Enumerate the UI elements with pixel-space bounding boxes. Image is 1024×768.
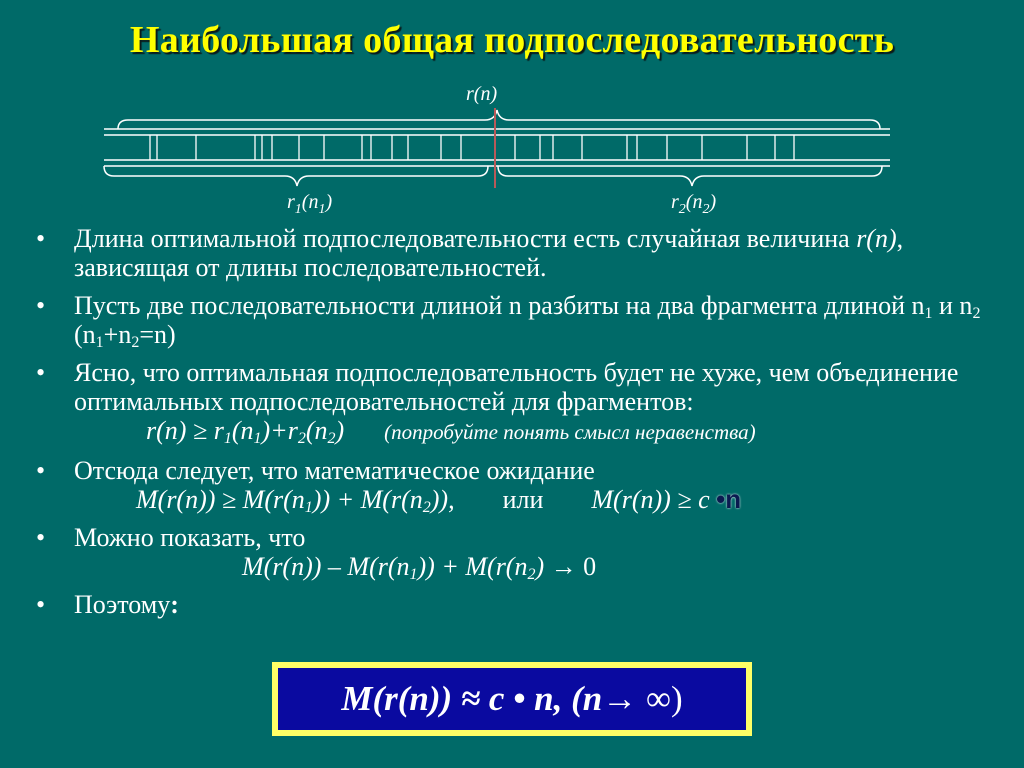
sequence-rails: [104, 129, 890, 166]
bullet-list: [36, 224, 996, 628]
bullet-text: +n: [103, 320, 132, 349]
label-r-n: r(n): [466, 83, 498, 105]
bullet-text: Отсюда следует, что математическое ожидание: [74, 456, 595, 485]
bullet-text: , зависящая от длины последовательностей.: [74, 224, 904, 282]
bullet-text: и n: [932, 291, 973, 320]
label-r1-n1: $r_1(n_1)$: [287, 191, 333, 217]
bullet-item: [36, 291, 996, 349]
formula-note: (попробуйте понять смысл неравенства): [384, 420, 756, 444]
bullet-text: =n): [139, 320, 176, 349]
bullet-dot: •: [36, 523, 46, 552]
bullet-item: [36, 523, 996, 581]
bottom-brace-left: [104, 166, 488, 186]
bullet-item: [36, 358, 996, 447]
bullet-text: Пусть две последовательности длиной n разбиты на два фрагмента длиной n: [74, 291, 925, 320]
subscript: 1: [95, 334, 104, 351]
result-box: [272, 662, 752, 736]
bullet-text: Длина оптимальной подпоследовательности есть случайная величина: [74, 224, 857, 253]
bullet-item: [36, 456, 996, 514]
subscript: 1: [924, 305, 933, 322]
subscript: 2: [131, 334, 140, 351]
bullet-text: (n: [74, 320, 96, 349]
bullet-item: [36, 224, 996, 282]
expectation-formula: $M(r(n)) \ge M(r(n_1)) + M(r(n_2))$, или M(r(n)) ≥ c •n: [136, 484, 742, 516]
bullet-dot: •: [36, 291, 46, 320]
sequence-diagram: [0, 80, 1024, 220]
bullet-dot: •: [36, 456, 46, 485]
inequality-formula: $r(n) \ge r_1(n_1)+r_2(n_2)$ (попробуйте понять смысл неравенства): [146, 416, 756, 447]
bullet-dot: •: [36, 590, 46, 619]
bullet-text: Ясно, что оптимальная подпоследовательность будет не хуже, чем объединение оптимальных подпоследовательностей для фрагментов:: [74, 358, 959, 416]
bullet-text-italic: r(n): [856, 224, 897, 253]
limit-formula: $M(r(n)) - M(r(n_1)) + M(r(n_2) \to 0$: [242, 552, 597, 583]
bullet-dot: •: [36, 358, 46, 387]
match-ticks: [150, 135, 794, 160]
bullet-item: [36, 590, 996, 619]
top-brace: [118, 110, 880, 129]
label-r2-n2: $r_2(n_2)$: [671, 191, 717, 217]
bottom-brace-right: [498, 166, 882, 186]
bullet-colon: :: [170, 590, 179, 619]
bullet-text: Можно показать, что: [74, 523, 306, 552]
bullet-text: Поэтому: [74, 590, 171, 619]
result-formula: M(r(n)) ≈ c • n, (n → ∞ ): [278, 668, 746, 730]
bullet-dot: •: [36, 224, 46, 253]
subscript: 2: [972, 305, 981, 322]
slide-title: Наибольшая общая подпоследовательность: [129, 19, 895, 61]
